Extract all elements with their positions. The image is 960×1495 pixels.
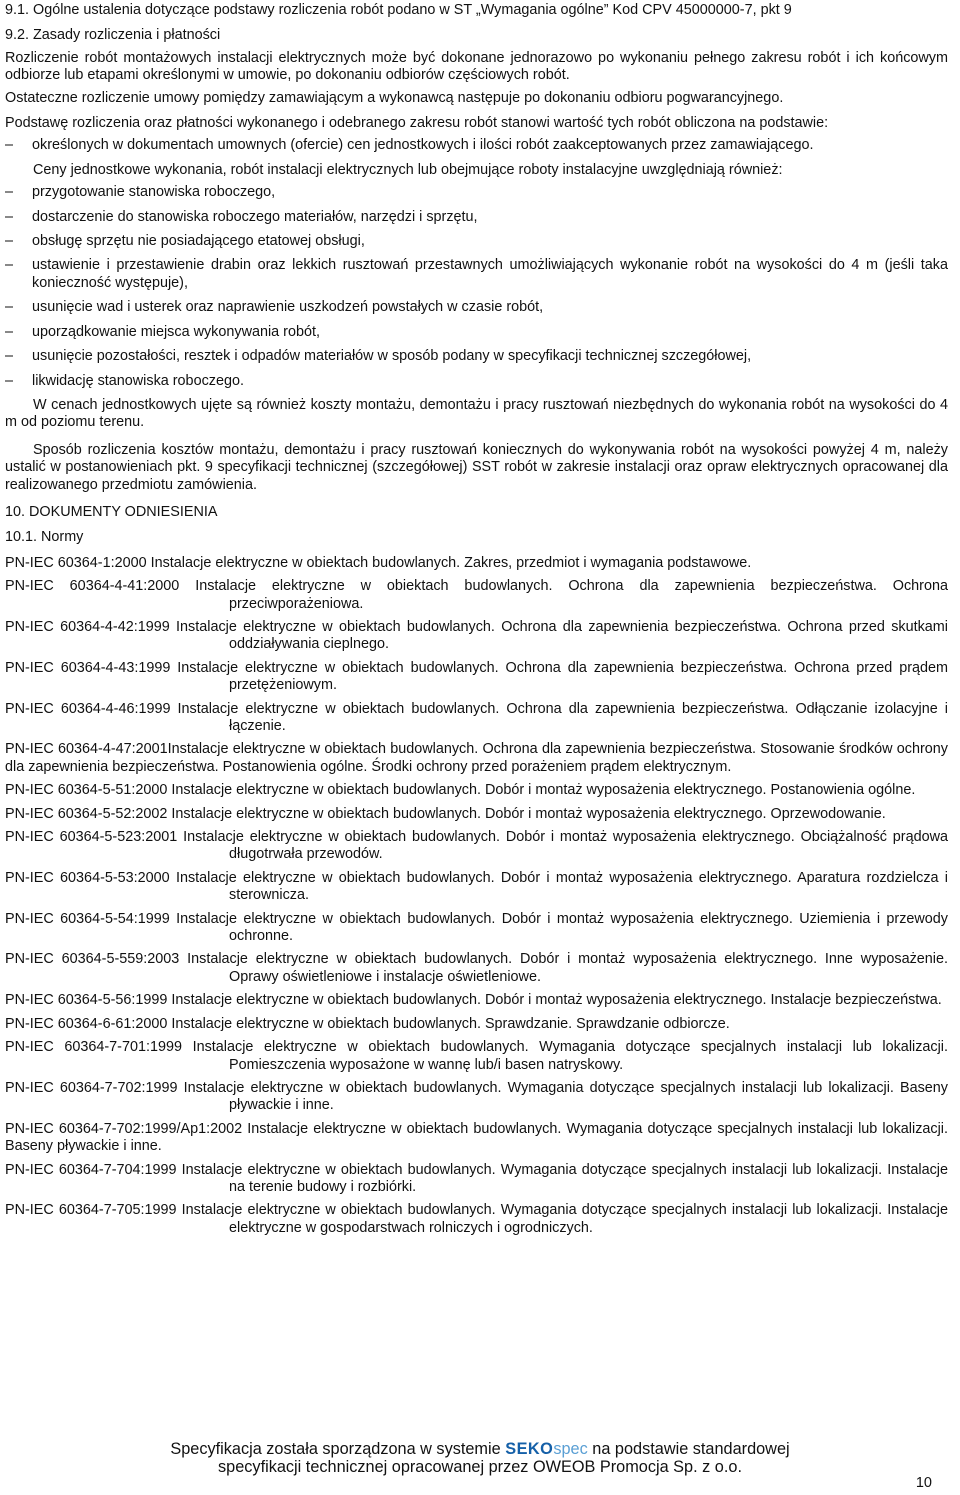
norm-entry: PN-IEC 60364-5-52:2002 Instalacje elektryczne w obiektach budowlanych. Dobór i montaż wyposażenia elektrycznego. Oprzewodowanie. [5,805,886,822]
footer-text-before-logo: Specyfikacja została sporządzona w systemie [170,1440,501,1458]
section-10-1-heading: 10.1. Normy [5,529,84,546]
paragraph-unit-prices: Ceny jednostkowe wykonania, robót instalacji elektrycznych lub obejmujące roboty instalacyjne uwzględniają również: [33,161,783,178]
norm-entry: PN-IEC 60364-7-702:1999/Ap1:2002 Instalacje elektryczne w obiektach budowlanych. Wymagania dotyczące specjalnych instalacji lub lokalizacji. Baseny pływackie i inne. [5,1120,948,1155]
norm-entry: PN-IEC 60364-5-51:2000 Instalacje elektryczne w obiektach budowlanych. Dobór i montaż wyposażenia elektrycznego. Postanowienia ogólne. [5,782,916,799]
norm-entry: PN-IEC 60364-7-705:1999 Instalacje elektryczne w obiektach budowlanych. Wymagania dotyczące specjalnych instalacji lub lokalizacji. Instalacje elektryczne w gospodarstwach rolniczych i ogrodniczych. [5,1202,948,1236]
basis-list-item: – określonych w dokumentach umownych (ofercie) cen jednostkowych i ilości robót zaakceptowanych przez zamawiającego. [5,137,948,154]
norm-entry: PN-IEC 60364-4-47:2001Instalacje elektryczne w obiektach budowlanych. Ochrona dla zapewnienia bezpieczeństwa. Stosowanie środków ochrony dla zapewnienia bezpieczeństwa. Postanowienia ogólne. Środki ochrony przed porażeniem prądem elektrycznym. [5,741,948,775]
page-footer [0,1440,960,1476]
norm-entry: PN-IEC 60364-7-701:1999 Instalacje elektryczne w obiektach budowlanych. Wymagania dotyczące specjalnych instalacji lub lokalizacji. Pomieszczenia wyposażone w wannę lub/i basen natryskowy. [5,1039,948,1073]
unit-price-list-item: – likwidację stanowiska roboczego. [5,373,948,390]
unit-price-items-list [5,184,948,390]
section-9-2-heading: 9.2. Zasady rozliczenia i płatności [5,27,221,44]
norm-entry: PN-IEC 60364-5-56:1999 Instalacje elektryczne w obiektach budowlanych. Dobór i montaż wyposażenia elektrycznego. Instalacje bezpieczeństwa. [5,992,942,1009]
norm-entry: PN-IEC 60364-1:2000 Instalacje elektryczne w obiektach budowlanych. Zakres, przedmiot i wymagania podstawowe. [5,554,752,571]
unit-price-list-item: – usunięcie wad i usterek oraz naprawienie uszkodzeń powstałych w czasie robót, [5,299,948,316]
norm-entry: PN-IEC 60364-7-704:1999 Instalacje elektryczne w obiektach budowlanych. Wymagania dotyczące specjalnych instalacji lub lokalizacji. Instalacje na terenie budowy i rozbiórki. [5,1161,948,1195]
norm-entry: PN-IEC 60364-4-41:2000 Instalacje elektryczne w obiektach budowlanych. Ochrona dla zapewnienia bezpieczeństwa. Ochrona przeciwporażeniowa. [5,578,948,612]
norm-entry: PN-IEC 60364-4-46:1999 Instalacje elektryczne w obiektach budowlanych. Ochrona dla zapewnienia bezpieczeństwa. Odłączanie izolacyjne i łączenie. [5,700,948,734]
norm-entry: PN-IEC 60364-7-702:1999 Instalacje elektryczne w obiektach budowlanych. Wymagania dotyczące specjalnych instalacji lub lokalizacji. Baseny pływackie i inne. [5,1079,948,1114]
unit-price-list-item: – obsługę sprzętu nie posiadającego etatowej obsługi, [5,233,948,250]
norm-entry: PN-IEC 60364-5-559:2003 Instalacje elektryczne w obiektach budowlanych. Dobór i montaż wyposażenia elektrycznego. Inne wyposażenie. Oprawy oświetleniowe i instalacje oświetleniowe. [5,951,948,985]
footer-line-2: specyfikacji technicznej opracowanej przez OWEOB Promocja Sp. z o.o. [218,1458,742,1476]
norm-entry: PN-IEC 60364-5-54:1999 Instalacje elektryczne w obiektach budowlanych. Dobór i montaż wyposażenia elektrycznego. Uziemienia i przewody ochronne. [5,910,948,945]
norms-list [5,555,948,1237]
page-number: 10 [915,1475,932,1491]
paragraph-settlement: Rozliczenie robót montażowych instalacji elektrycznych może być dokonane jednorazowo po wykonaniu pełnego zakresu robót i ich końcowym odbiorze lub etapami określonymi w umowie, po dokonaniu odbiorów częściowych robót. [5,49,948,84]
footer-line-1 [0,1440,960,1458]
section-9-1-heading: 9.1. Ogólne ustalenia dotyczące podstawy rozliczenia robót podano w ST „Wymagania ogólne” Kod CPV 45000000-7, pkt 9 [5,2,792,18]
unit-price-list-item: – uporządkowanie miejsca wykonywania robót, [5,324,948,341]
paragraph-scaffolding-settlement: Sposób rozliczenia kosztów montażu, demontażu i pracy rusztowań koniecznych do wykonywania robót na wysokości powyżej 4 m, należy ustalić w postanowieniach pkt. 9 specyfikacji technicznej (szczegółowej) SST robót w zakresie instalacji oraz opraw elektrycznych opracowanej dla realizowanego przedmiotu zamówienia. [5,441,948,493]
section-10-heading: 10. DOKUMENTY ODNIESIENIA [5,503,218,520]
norm-entry: PN-IEC 60364-4-43:1999 Instalacje elektryczne w obiektach budowlanych. Ochrona dla zapewnienia bezpieczeństwa. Ochrona przed prądem przetężeniowym. [5,659,948,694]
unit-price-list-item: – ustawienie i przestawienie drabin oraz lekkich rusztowań przestawnych umożliwiających wykonanie robót na wysokości do 4 m (jeśli taka konieczność występuje), [5,257,948,292]
paragraph-scaffolding-costs: W cenach jednostkowych ujęte są również koszty montażu, demontażu i pracy rusztowań niezbędnych do wykonania robót na wysokości do 4 m od poziomu terenu. [5,396,948,431]
norm-entry: PN-IEC 60364-5-53:2000 Instalacje elektryczne w obiektach budowlanych. Dobór i montaż wyposażenia elektrycznego. Aparatura rozdzielcza i sterownicza. [5,869,948,904]
norm-entry: PN-IEC 60364-6-61:2000 Instalacje elektryczne w obiektach budowlanych. Sprawdzanie. Sprawdzanie odbiorcze. [5,1015,730,1032]
norm-entry: PN-IEC 60364-4-42:1999 Instalacje elektryczne w obiektach budowlanych. Ochrona dla zapewnienia bezpieczeństwa. Ochrona przed skutkami oddziaływania cieplnego. [5,618,948,653]
unit-price-list-item: – usunięcie pozostałości, resztek i odpadów materiałów w sposób podany w specyfikacji technicznej szczegółowej, [5,348,948,365]
paragraph-final-settlement: Ostateczne rozliczenie umowy pomiędzy zamawiającym a wykonawcą następuje po dokonaniu odbioru pogwarancyjnego. [5,89,784,106]
unit-price-list-item: – dostarczenie do stanowiska roboczego materiałów, narzędzi i sprzętu, [5,209,948,226]
unit-price-list-item: – przygotowanie stanowiska roboczego, [5,184,948,201]
document-page [5,2,948,1243]
paragraph-payment-basis: Podstawę rozliczenia oraz płatności wykonanego i odebranego zakresu robót stanowi wartość tych robót obliczona na podstawie: [5,115,829,132]
footer-text-after-logo: na podstawie standardowej [592,1440,790,1458]
sekospec-logo: SEKOspec [505,1440,588,1458]
norm-entry: PN-IEC 60364-5-523:2001 Instalacje elektryczne w obiektach budowlanych. Dobór i montaż wyposażenia elektrycznego. Obciążalność prądowa długotrwała przewodów. [5,829,948,863]
